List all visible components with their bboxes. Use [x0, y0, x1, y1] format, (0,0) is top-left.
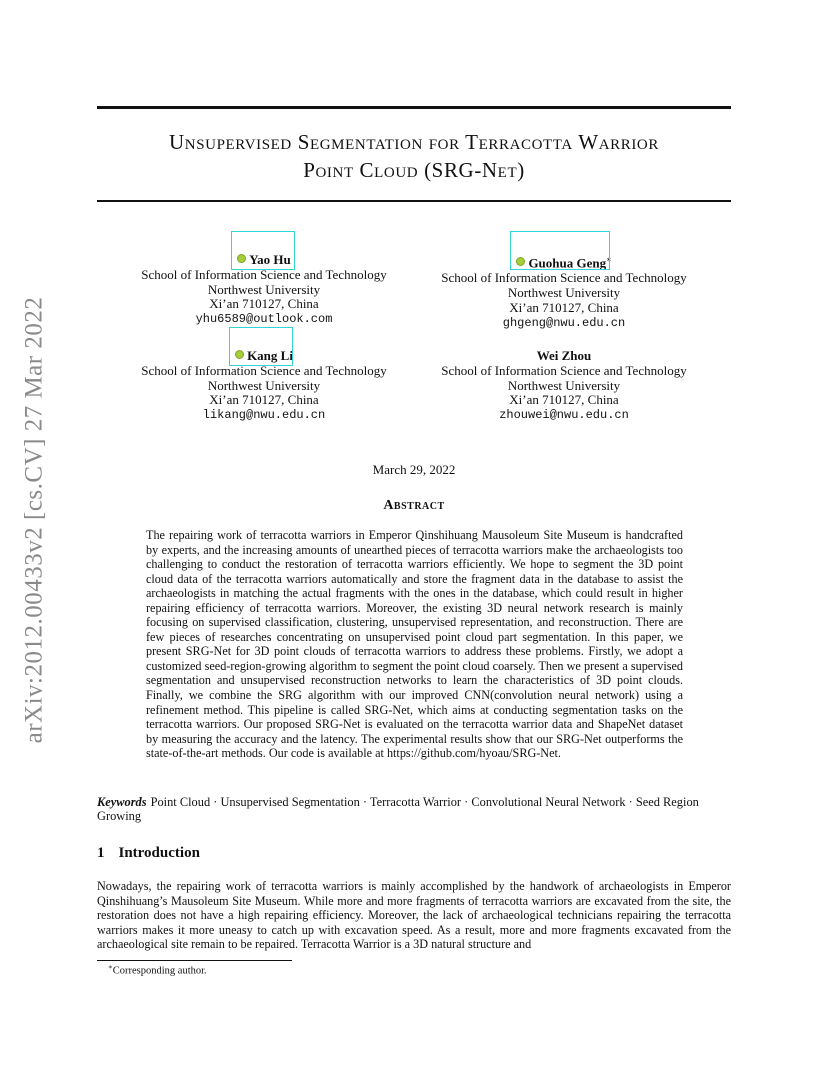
author-name: Yao Hu	[249, 252, 291, 267]
author-university: Northwest University	[207, 281, 321, 297]
author-name: Guohua Geng	[528, 255, 607, 271]
publication-date: March 29, 2022	[372, 462, 456, 477]
author-university: Northwest University	[507, 284, 621, 300]
section-title: Introduction	[118, 845, 200, 861]
title-rule-top	[97, 106, 731, 109]
author-email[interactable]: ghgeng@nwu.edu.cn	[502, 315, 626, 330]
author-city: Xi’an 710127, China	[209, 392, 319, 408]
keywords-text: Point Cloud · Unsupervised Segmentation · Terracotta Warrior · Convolutional Neural Network · Seed Region Growing	[97, 795, 699, 824]
keywords-label: Keywords	[97, 795, 147, 809]
footnote	[108, 963, 207, 977]
author-email[interactable]: zhouwei@nwu.edu.cn	[499, 408, 629, 423]
author-affiliation: School of Information Science and Technology	[441, 270, 687, 286]
author-city: Xi’an 710127, China	[509, 392, 619, 408]
orcid-icon[interactable]	[237, 254, 246, 263]
title-rule-bottom	[97, 200, 731, 202]
orcid-icon[interactable]	[516, 257, 525, 266]
author-city: Xi’an 710127, China	[509, 299, 619, 315]
author-name: Kang Li	[247, 348, 293, 363]
author-affiliation: School of Information Science and Technology	[141, 266, 387, 282]
author-name-link[interactable]	[237, 253, 291, 268]
abstract-text: The repairing work of terracotta warriors in Emperor Qinshihuang Mausoleum Site Museum is handcrafted by experts, and the increasing amounts of unearthed pieces of terracotta warriors make the archaeologists too challenging to conduct the restoration of terracotta warriors efficiently. We hope to segment the 3D point cloud data of the terracotta warriors automatically and store the fragment data in the database to assist the archaeologists in matching the actual fragments with the ones in the database, which could result in higher repairing efficiency of terracotta warriors. Moreover, the existing 3D neural network research is mainly focusing on supervised classification, clustering, unsupervised representation, and reconstruction. There are few pieces of researches concentrating on unsupervised point cloud part segmentation. In this paper, we present SRG-Net for 3D point clouds of terracotta warriors to address these problems. Firstly, we adopt a customized seed-region-growing algorithm to segment the point cloud coarsely. Then we present a supervised segmentation and unsupervised reconstruction networks to learn the characteristics of 3D point clouds. Finally, we combine the SRG algorithm with our improved CNN(convolution neural network) using a refinement method. This pipeline is called SRG-Net, which aims at conducting segmentation tasks on the terracotta warriors. Our proposed SRG-Net is evaluated on the terracotta warrior data and ShapeNet dataset by measuring the accuracy and the latency. The experimental results show that our SRG-Net outperforms the state-of-the-art methods. Our code is available at https://github.com/hyoau/SRG-Net.	[146, 528, 683, 761]
introduction-text: Nowadays, the repairing work of terracotta warriors is mainly accomplished by the handwork of archaeologists in Emperor Qinshihuang’s Mausoleum Site Museum. While more and more fragments of terracotta warriors are excavated from the site, the restoration does not have a high repairing efficiency. Moreover, the lack of archaeological technicians repairing the terracotta warriors makes it more uneasy to catch up with excavation speed. As a result, more and more fragments excavated from the archaeological site remain to be repaired. Terracotta Warrior is a 3D natural structure and	[97, 879, 731, 951]
section-number: 1	[97, 845, 105, 861]
author-block-guohua-geng	[414, 253, 714, 330]
author-affiliation: School of Information Science and Technology	[141, 362, 387, 378]
orcid-icon[interactable]	[235, 350, 244, 359]
footnote-rule	[97, 960, 292, 961]
author-email[interactable]: yhu6589@outlook.com	[195, 312, 333, 327]
arxiv-identifier: arXiv:2012.00433v2 [cs.CV] 27 Mar 2022	[20, 296, 48, 744]
author-block-kang-li	[114, 349, 414, 423]
footnote-marker: ∗	[108, 963, 113, 971]
arxiv-stamp	[14, 280, 54, 760]
section-heading	[97, 845, 200, 862]
corresponding-marker[interactable]: ∗	[606, 255, 612, 264]
author-city: Xi’an 710127, China	[209, 296, 319, 312]
paper-title	[97, 128, 731, 184]
author-block-yao-hu	[114, 253, 414, 327]
paper-title-line-2: Point Cloud (SRG-Net)	[303, 158, 525, 182]
author-name-link[interactable]	[516, 253, 611, 271]
author-name-link[interactable]	[235, 349, 293, 364]
author-university: Northwest University	[207, 377, 321, 393]
paper-title-line-1: Unsupervised Segmentation for Terracotta Warrior	[169, 130, 659, 154]
author-affiliation: School of Information Science and Technology	[441, 362, 687, 378]
footnote-text: Corresponding author.	[112, 965, 207, 977]
author-email[interactable]: likang@nwu.edu.cn	[202, 408, 326, 423]
keywords	[97, 795, 731, 824]
author-university: Northwest University	[507, 377, 621, 393]
author-name: Wei Zhou	[536, 348, 592, 363]
abstract-heading: Abstract	[383, 498, 445, 513]
author-block-wei-zhou	[414, 349, 714, 423]
